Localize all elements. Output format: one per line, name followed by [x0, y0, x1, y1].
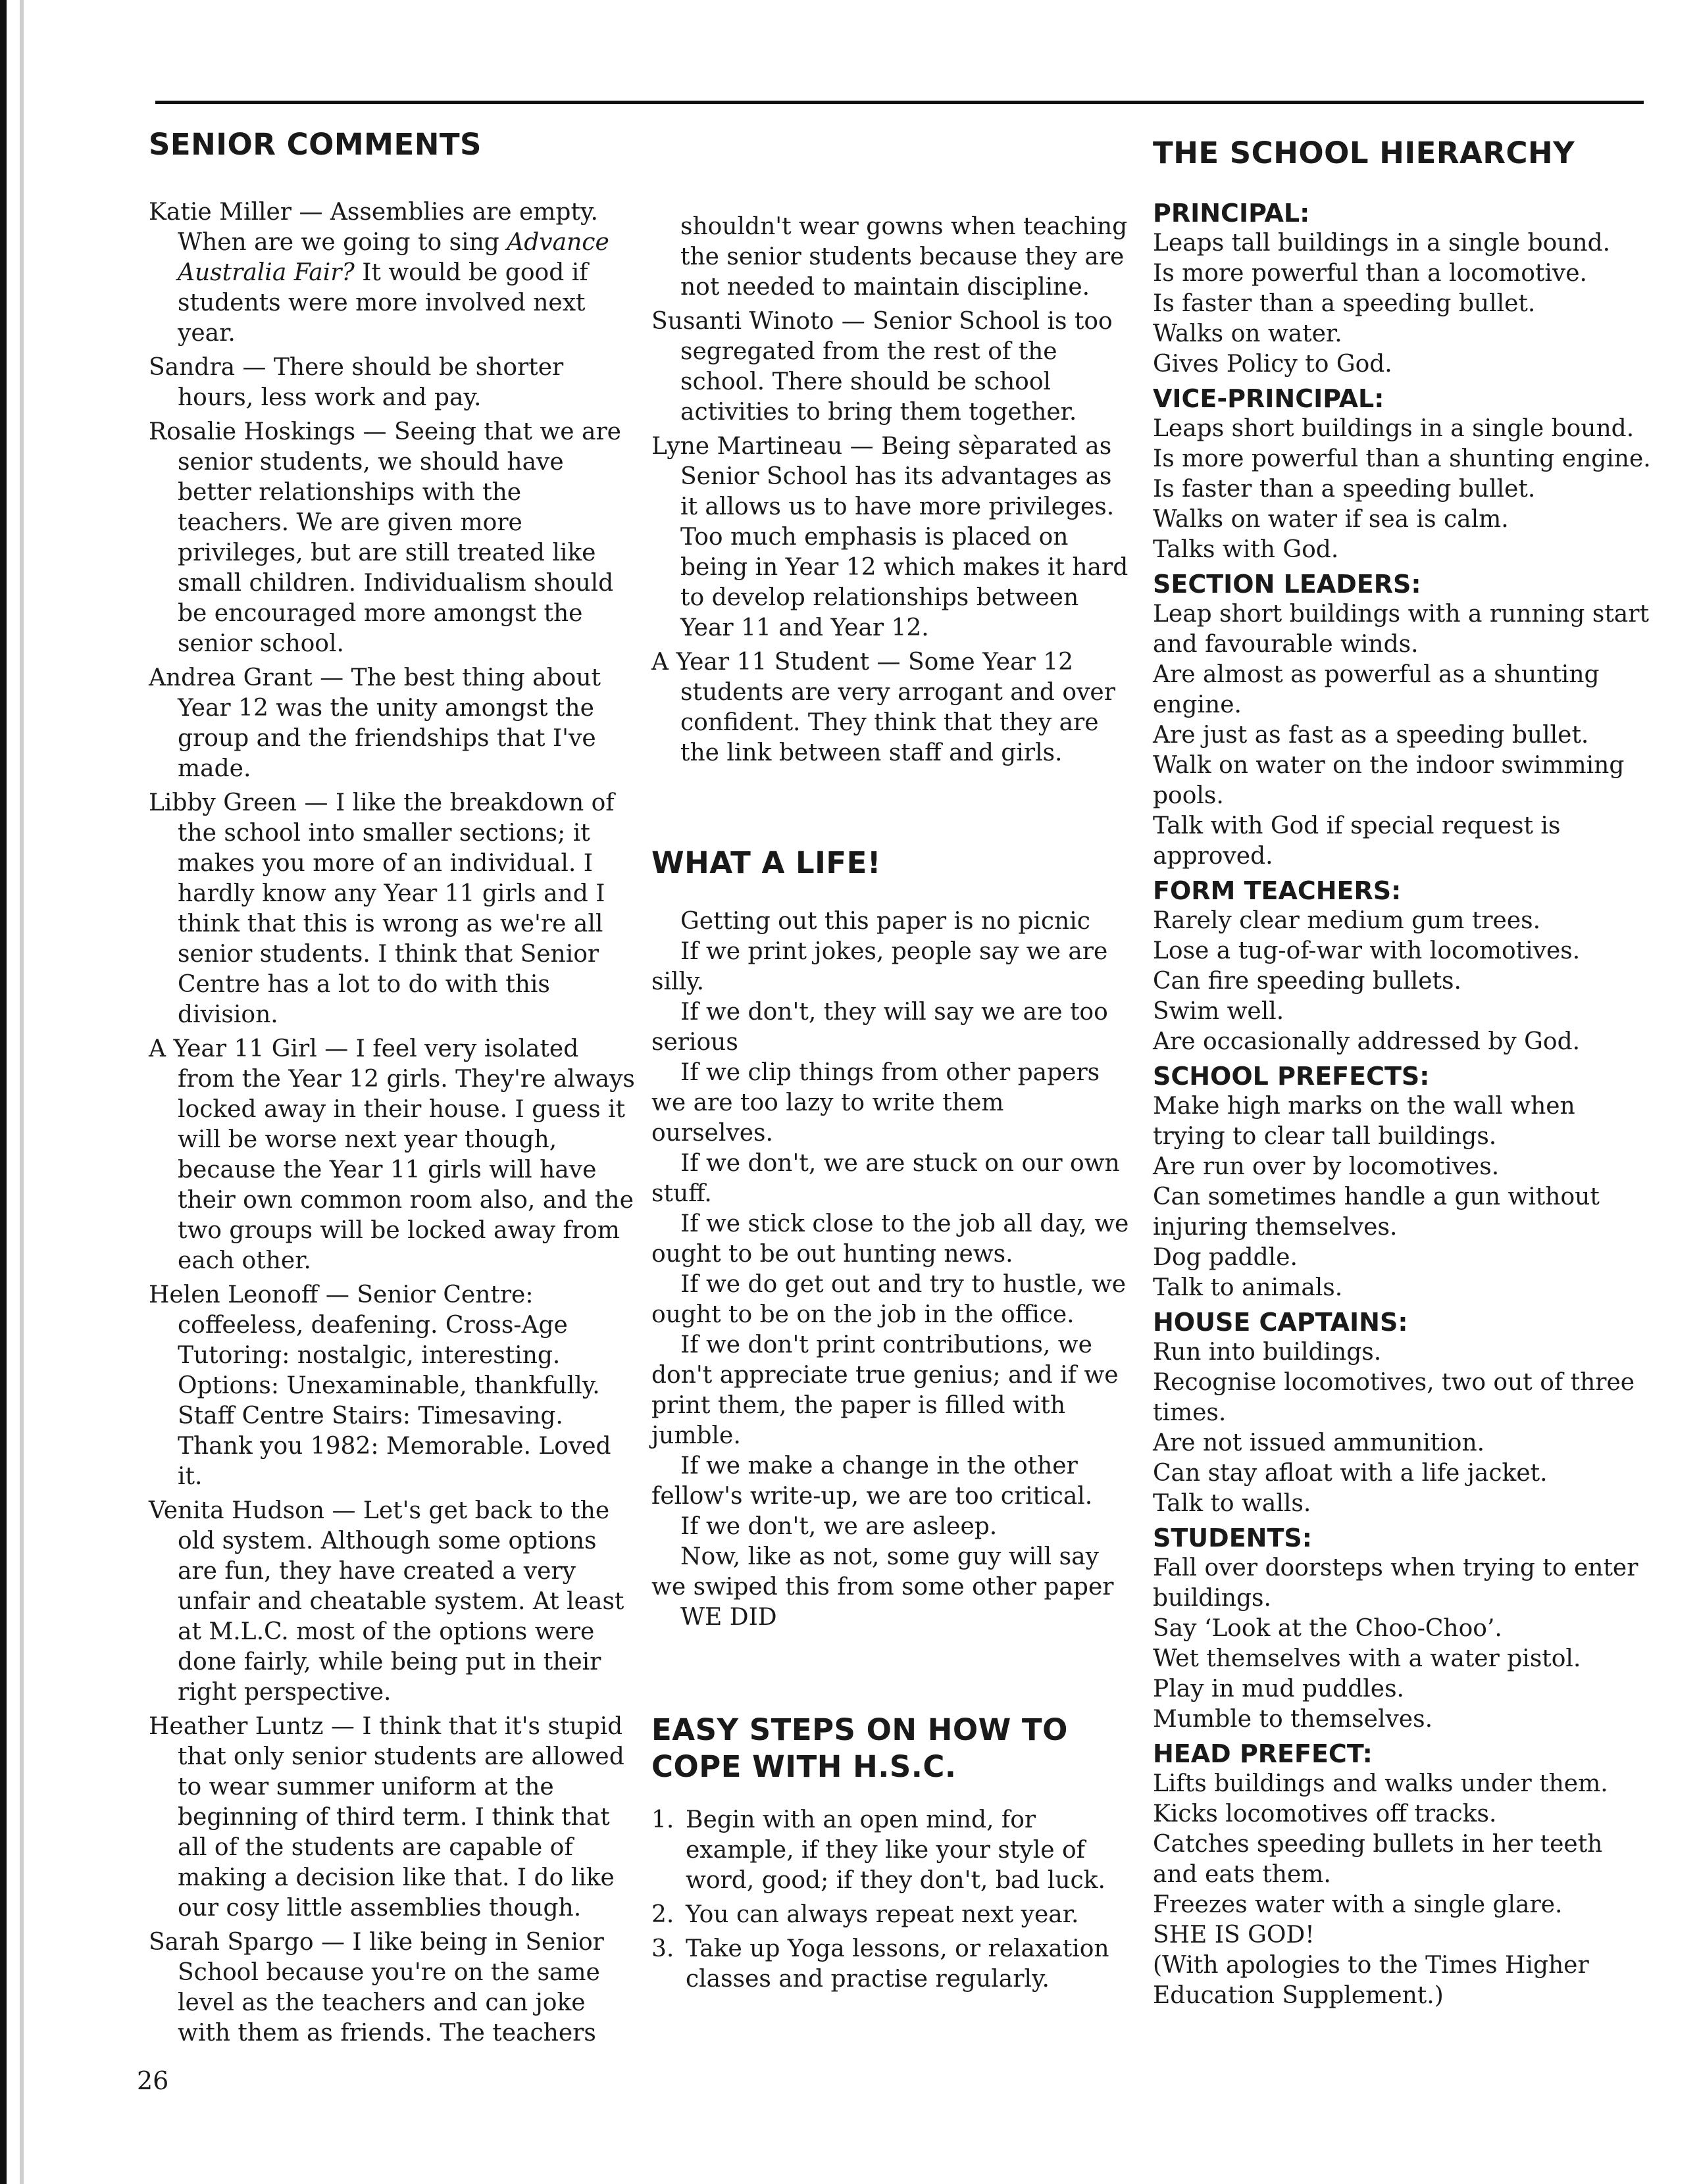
senior-comment-entry	[149, 663, 636, 784]
senior-comment-text: A Year 11 Girl — I feel very isolated from the Year 12 girls. They're always locked away in their house. I guess it will be worse next year though, because the Year 11 girls will have their own common room also, and the two groups will be locked away from each other.	[149, 1035, 635, 1274]
hierarchy-section	[1153, 384, 1653, 565]
what-a-life-line: Getting out this paper is no picnic	[680, 908, 1090, 935]
what-a-life-line: If we do get out and try to hustle, we ought to be on the job in the office.	[651, 1271, 1127, 1328]
what-a-life-line: If we make a change in the other fellow's write-up, we are too critical.	[651, 1452, 1093, 1510]
hierarchy-section	[1153, 1523, 1653, 1735]
hierarchy-line: Play in mud puddles.	[1153, 1675, 1404, 1702]
hierarchy-line: Leap short buildings with a running start and favourable winds.	[1153, 601, 1649, 658]
senior-comment-text: Venita Hudson — Let's get back to the old system. Although some options are fun, they have created a very unfair and cheatable system. At least at M.L.C. most of the options were done fairly, while being put in their right perspective.	[149, 1497, 624, 1706]
hierarchy-section-title: STUDENTS:	[1153, 1524, 1312, 1552]
hierarchy-section-title: HEAD PREFECT:	[1153, 1739, 1373, 1768]
hierarchy-line: Say ‘Look at the Choo-Choo’.	[1153, 1615, 1502, 1642]
senior-comment-entry: A Year 11 Student — Some Year 12 students are very arrogant and over confident. They think that they are the link between staff and girls.	[651, 649, 1115, 766]
hierarchy-line: Is more powerful than a shunting engine.	[1153, 445, 1651, 472]
easy-step-text: You can always repeat next year.	[686, 1901, 1079, 1928]
senior-comments-list	[149, 197, 636, 2048]
easy-step-text: Take up Yoga lessons, or relaxation classes and practise regularly.	[686, 1935, 1109, 1993]
easy-step-item	[651, 1934, 1132, 1995]
easy-step-number: 1.	[651, 1806, 674, 1833]
hierarchy-line: Kicks locomotives off tracks.	[1153, 1800, 1497, 1827]
hierarchy-line: Run into buildings.	[1153, 1339, 1382, 1366]
hierarchy-line: Lifts buildings and walks under them.	[1153, 1770, 1608, 1797]
hierarchy-line: Can stay afloat with a life jacket.	[1153, 1460, 1548, 1487]
senior-comment-text: Heather Luntz — I think that it's stupid that only senior students are allowed to wear summer uniform at the beginning of third term. I think that all of the students are capable of making a decision like that. I do like our cosy little assemblies though.	[149, 1713, 624, 1922]
hierarchy-line: Are occasionally addressed by God.	[1153, 1028, 1581, 1055]
hierarchy-line: Are run over by locomotives.	[1153, 1153, 1500, 1180]
easy-step-item	[651, 1805, 1132, 1896]
hierarchy-section	[1153, 1307, 1653, 1519]
hierarchy-line: Rarely clear medium gum trees.	[1153, 907, 1541, 934]
easy-step-text: Begin with an open mind, for example, if they like your style of word, good; if they don't, bad luck.	[686, 1806, 1105, 1894]
what-a-life-line: If we don't, we are asleep.	[680, 1513, 998, 1540]
hierarchy-line: Walks on water if sea is calm.	[1153, 506, 1509, 533]
hierarchy-line: Walks on water.	[1153, 320, 1342, 347]
hierarchy-line: Lose a tug-of-war with locomotives.	[1153, 937, 1581, 964]
hierarchy-line: Are just as fast as a speeding bullet.	[1153, 722, 1589, 749]
senior-comment-entry	[149, 353, 636, 413]
hierarchy-section	[1153, 569, 1653, 872]
hierarchy-line: SHE IS GOD!	[1153, 1922, 1315, 1948]
senior-comment-entry: Susanti Winoto — Senior School is too segregated from the rest of the school. There should be school activities to bring them together.	[651, 308, 1113, 426]
hierarchy-line: Gives Policy to God.	[1153, 351, 1392, 378]
what-a-life-line: Now, like as not, some guy will say we swiped this from some other paper	[651, 1543, 1114, 1601]
senior-comment-entry: Lyne Martineau — Being sèparated as Senior School has its advantages as it allows us to have more privileges. Too much emphasis is placed on being in Year 12 which makes it hard to develop relationships between Year 11 and Year 12.	[651, 433, 1128, 641]
hierarchy-line: Are not issued ammunition.	[1153, 1429, 1485, 1456]
what-a-life-heading: WHAT A LIFE!	[651, 845, 881, 880]
senior-comment-entry	[149, 1712, 636, 1923]
hierarchy-line: Leaps tall buildings in a single bound.	[1153, 230, 1611, 257]
senior-comment-entry	[149, 417, 636, 659]
what-a-life-line: If we print jokes, people say we are silly.	[651, 938, 1108, 995]
hierarchy-line: Fall over doorsteps when trying to enter buildings.	[1153, 1554, 1638, 1612]
senior-comment-entry	[149, 1927, 636, 2048]
what-a-life-line: If we don't, they will say we are too serious	[651, 999, 1108, 1056]
hierarchy-section-title: VICE-PRINCIPAL:	[1153, 384, 1384, 413]
easy-steps-list	[651, 1805, 1132, 1995]
senior-comment-entry	[149, 1034, 636, 1276]
senior-comment-text: Katie Miller — Assemblies are empty. When are we going to sing	[149, 199, 598, 256]
what-a-life-line: If we don't, we are stuck on our own stuff.	[651, 1150, 1120, 1207]
hierarchy-line: Walk on water on the indoor swimming pools.	[1153, 752, 1625, 809]
column-middle	[651, 212, 1132, 1998]
hierarchy-line: Is more powerful than a locomotive.	[1153, 260, 1587, 287]
song-title: Advance Australia Fair?	[178, 229, 609, 286]
school-hierarchy-list	[1153, 198, 1653, 2011]
hierarchy-line: (With apologies to the Times Higher Education Supplement.)	[1153, 1952, 1589, 2009]
senior-comment-entry	[149, 1280, 636, 1492]
hierarchy-line: Catches speeding bullets in her teeth and eats them.	[1153, 1831, 1603, 1888]
easy-step-item	[651, 1900, 1132, 1930]
senior-comment-text: Libby Green — I like the breakdown of the school into smaller sections; it makes you more of an individual. I hardly know any Year 11 girls and I think that this is wrong as we're all senior students. I think that Senior Centre has a lot to do with this division.	[149, 789, 615, 1028]
senior-comment-entry	[149, 1496, 636, 1708]
what-a-life-body	[651, 906, 1132, 1633]
hierarchy-line: Can sometimes handle a gun without injuring themselves.	[1153, 1183, 1600, 1241]
senior-comments-continued	[651, 212, 1132, 768]
hierarchy-section	[1153, 1739, 1653, 2011]
what-a-life-line: If we stick close to the job all day, we ought to be out hunting news.	[651, 1210, 1129, 1268]
page-number: 26	[137, 2066, 169, 2095]
hierarchy-line: Is faster than a speeding bullet.	[1153, 476, 1536, 503]
hierarchy-section	[1153, 1061, 1653, 1303]
senior-comment-text-continued: It would be good if students were more involved next year.	[178, 259, 588, 347]
what-a-life-line: If we clip things from other papers we are too lazy to write them ourselves.	[651, 1059, 1100, 1147]
senior-comment-text: Sandra — There should be shorter hours, less work and pay.	[149, 354, 564, 411]
what-a-life-line: WE DID	[680, 1604, 777, 1631]
column-right	[1153, 135, 1653, 2011]
hierarchy-line: Swim well.	[1153, 998, 1284, 1025]
hierarchy-section	[1153, 876, 1653, 1057]
senior-comment-entry: shouldn't wear gowns when teaching the senior students because they are not needed to maintain discipline.	[680, 213, 1128, 301]
senior-comment-text: Sarah Spargo — I like being in Senior School because you're on the same level as the teachers and can joke with them as friends. The teachers	[149, 1929, 604, 2047]
senior-comment-entry	[149, 197, 636, 349]
hierarchy-section-title: HOUSE CAPTAINS:	[1153, 1308, 1408, 1337]
page-shadow-edge	[20, 0, 24, 2184]
hierarchy-line: Can fire speeding bullets.	[1153, 968, 1461, 995]
hierarchy-line: Talk to walls.	[1153, 1490, 1311, 1517]
senior-comment-text: Helen Leonoff — Senior Centre: coffeeless, deafening. Cross-Age Tutoring: nostalgic, interesting. Options: Unexaminable, thankfully. Staff Centre Stairs: Timesaving. Thank you 1982: Memorable. Loved it.	[149, 1281, 611, 1490]
senior-comment-text: Rosalie Hoskings — Seeing that we are senior students, we should have better relationships with the teachers. We are given more privileges, but are still treated like small children. Individualism should be encouraged more amongst the senior school.	[149, 418, 621, 657]
top-rule	[155, 101, 1644, 104]
hierarchy-line: Freezes water with a single glare.	[1153, 1891, 1563, 1918]
hierarchy-line: Is faster than a speeding bullet.	[1153, 290, 1536, 317]
hierarchy-section-title: FORM TEACHERS:	[1153, 876, 1402, 905]
hierarchy-section-title: PRINCIPAL:	[1153, 199, 1310, 228]
hierarchy-line: Mumble to themselves.	[1153, 1706, 1433, 1733]
easy-step-number: 3.	[651, 1935, 674, 1962]
hierarchy-line: Make high marks on the wall when trying to clear tall buildings.	[1153, 1093, 1575, 1150]
hierarchy-line: Leaps short buildings in a single bound.	[1153, 415, 1635, 442]
hierarchy-line: Talk with God if special request is approved.	[1153, 812, 1561, 870]
hierarchy-line: Talk to animals.	[1153, 1274, 1343, 1301]
senior-comments-heading: SENIOR COMMENTS	[149, 127, 482, 162]
senior-comment-text: Andrea Grant — The best thing about Year 12 was the unity amongst the group and the friendships that I've made.	[149, 664, 601, 782]
hierarchy-line: Wet themselves with a water pistol.	[1153, 1645, 1581, 1672]
hierarchy-section-title: SECTION LEADERS:	[1153, 570, 1421, 599]
hierarchy-line: Recognise locomotives, two out of three times.	[1153, 1369, 1635, 1426]
page-binding-edge	[0, 0, 7, 2184]
hierarchy-line: Talks with God.	[1153, 536, 1339, 563]
senior-comment-entry	[149, 788, 636, 1030]
easy-steps-heading: EASY STEPS ON HOW TO COPE WITH H.S.C.	[651, 1712, 1068, 1784]
hierarchy-section-title: SCHOOL PREFECTS:	[1153, 1062, 1430, 1091]
hierarchy-section	[1153, 198, 1653, 380]
what-a-life-line: If we don't print contributions, we don't appreciate true genius; and if we print them, the paper is filled with jumble.	[651, 1331, 1119, 1449]
column-left	[149, 126, 636, 2052]
school-hierarchy-heading: THE SCHOOL HIERARCHY	[1153, 136, 1575, 170]
easy-step-number: 2.	[651, 1901, 674, 1928]
hierarchy-line: Are almost as powerful as a shunting engine.	[1153, 661, 1600, 718]
hierarchy-line: Dog paddle.	[1153, 1244, 1298, 1271]
